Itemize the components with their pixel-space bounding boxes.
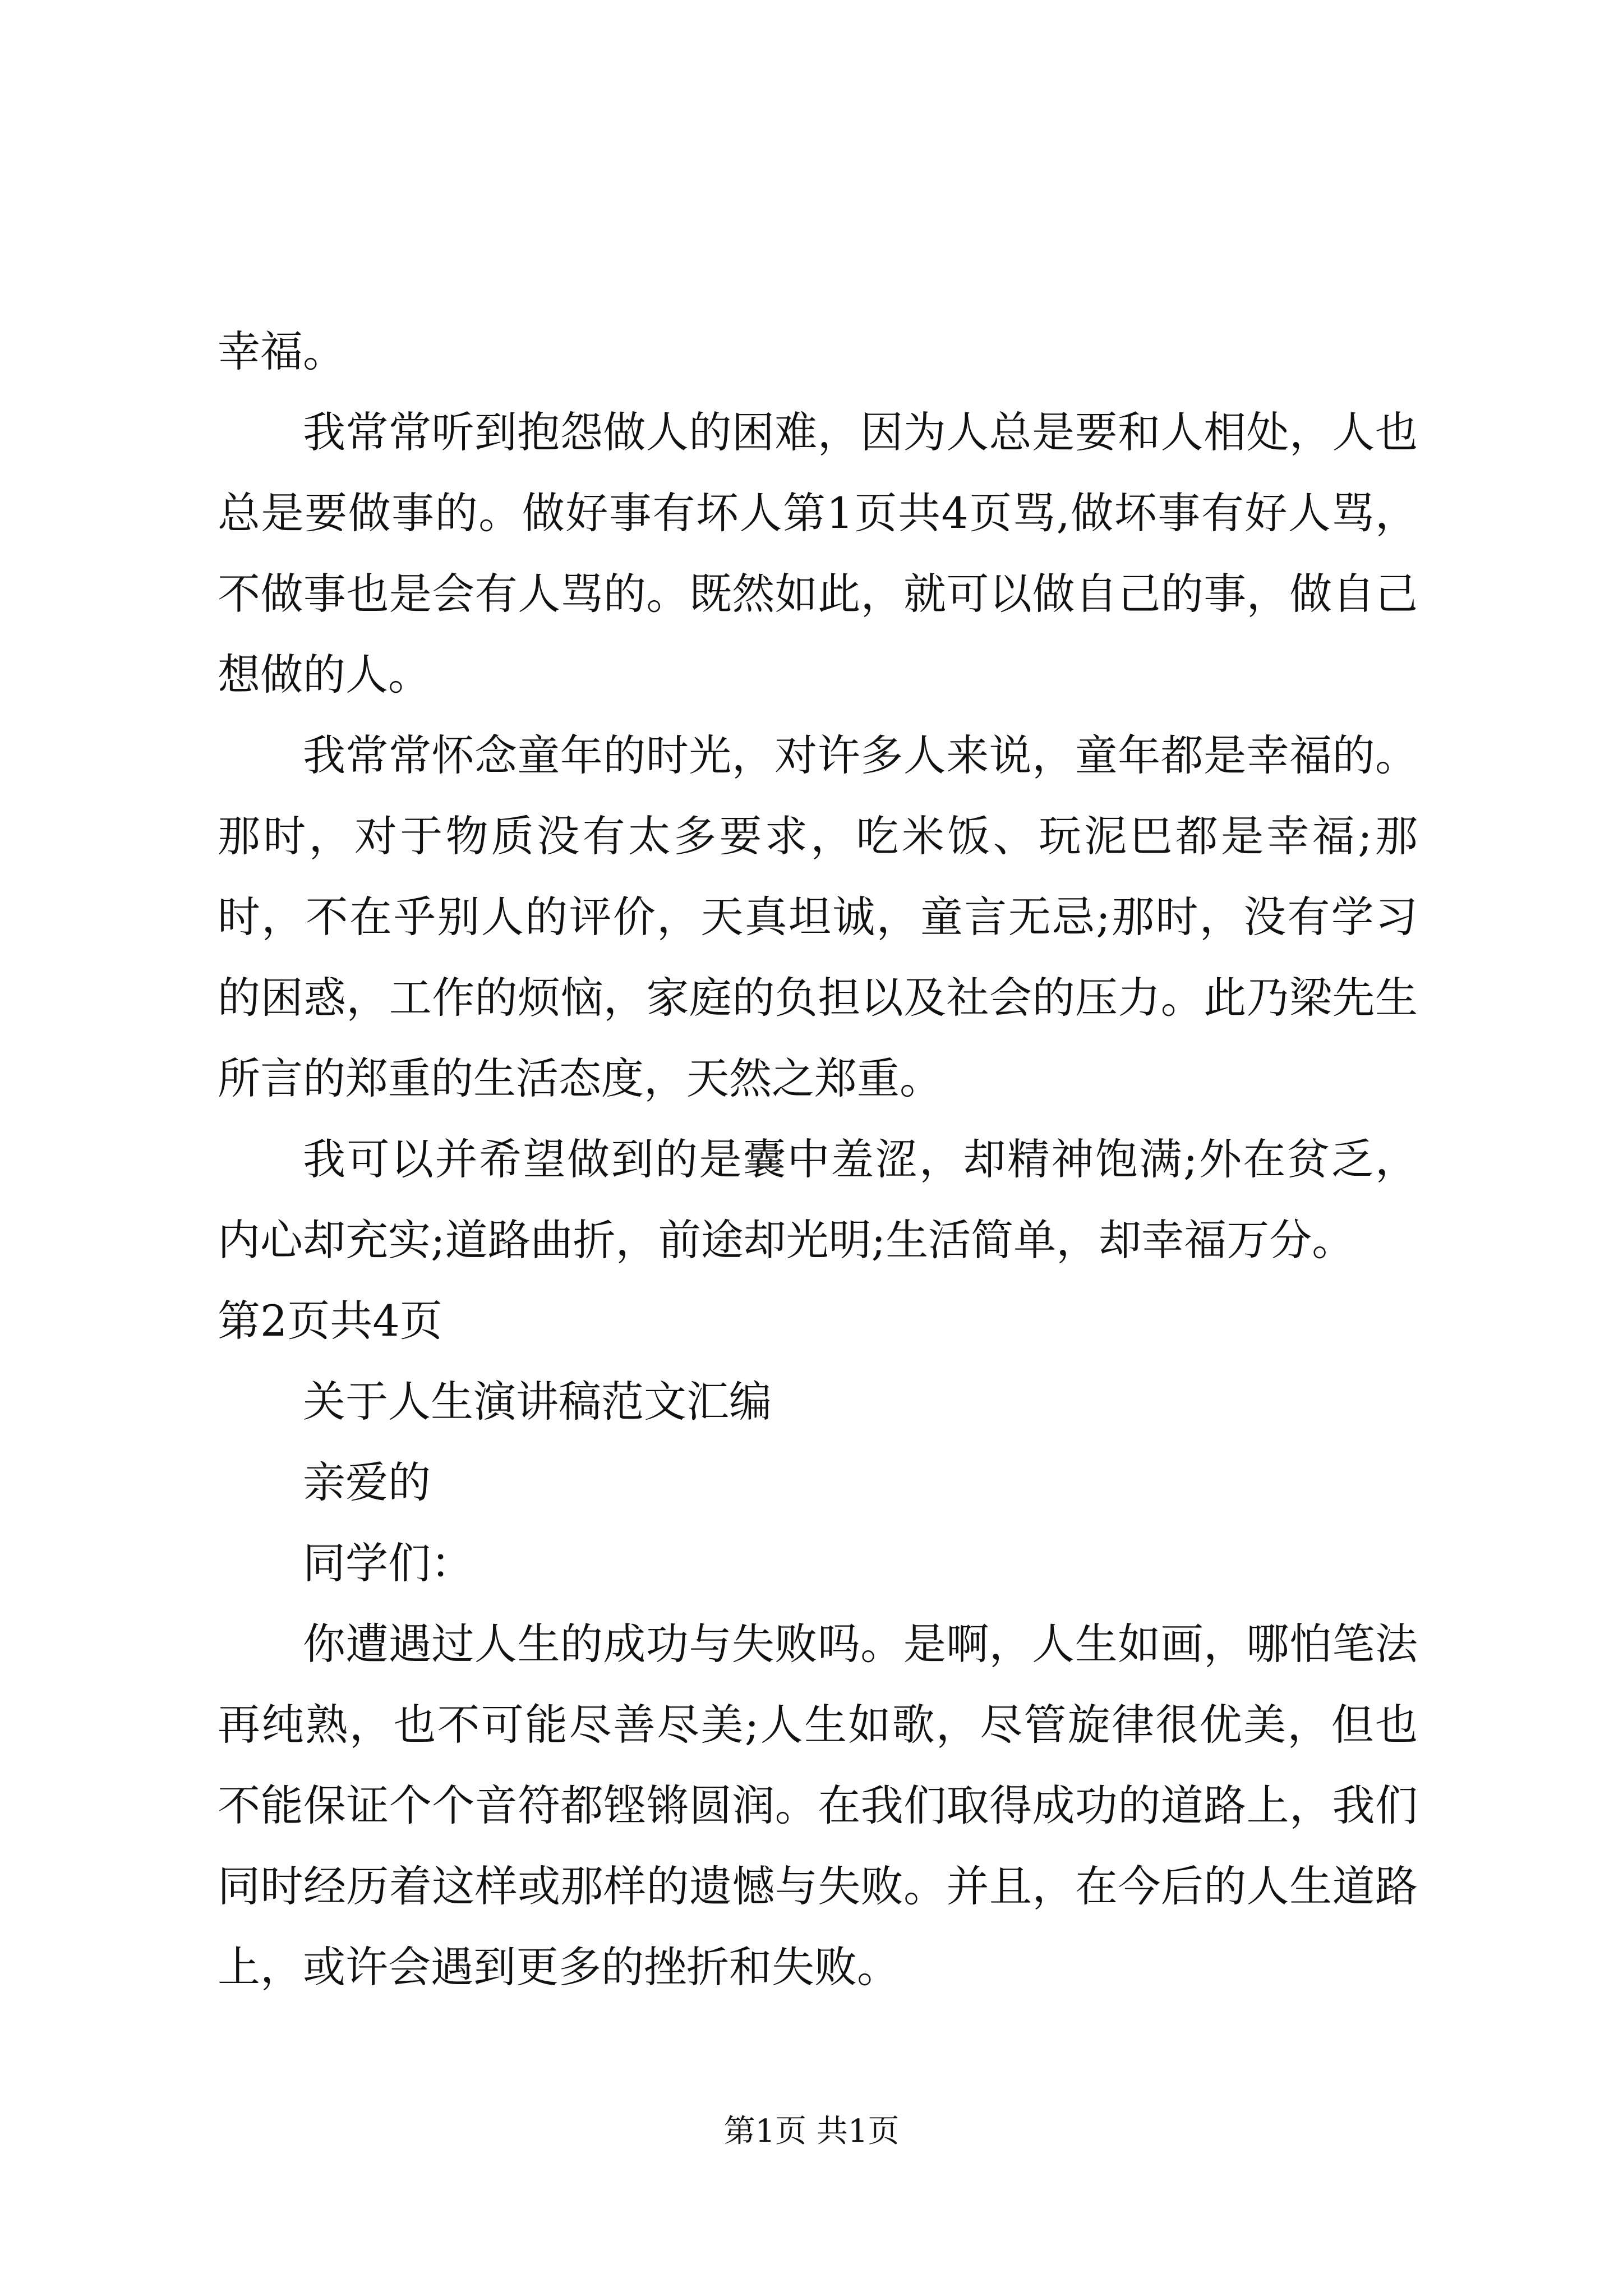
page-marker: 第2页共4页 <box>218 1296 442 1346</box>
document-body <box>218 311 1418 2008</box>
paragraph: 幸福。 <box>218 326 345 376</box>
paragraph: 我可以并希望做到的是囊中羞涩，却精神饱满;外在贫乏，内心却充实;道路曲折，前途却光明;生活简单，却幸福万分。 <box>218 1134 1418 1265</box>
salutation-line: 亲爱的 <box>303 1457 431 1507</box>
salutation-line: 同学们： <box>303 1538 473 1588</box>
paragraph: 我常常怀念童年的时光，对许多人来说，童年都是幸福的。那时，对于物质没有太多要求，吃米饭、玩泥巴都是幸福;那时，不在乎别人的评价，天真坦诚，童言无忌;那时，没有学习的困惑，工作的烦恼，家庭的负担以及社会的压力。此乃梁先生所言的郑重的生活态度，天然之郑重。 <box>218 730 1418 1103</box>
section-title: 关于人生演讲稿范文汇编 <box>303 1377 772 1427</box>
paragraph: 我常常听到抱怨做人的困难，因为人总是要和人相处，人也总是要做事的。做好事有坏人第1页共4页骂,做坏事有好人骂，不做事也是会有人骂的。既然如此，就可以做自己的事，做自己想做的人。 <box>218 407 1418 700</box>
page-footer: 第1页 共1页 <box>723 2113 900 2150</box>
paragraph: 你遭遇过人生的成功与失败吗。是啊，人生如画，哪怕笔法再纯熟，也不可能尽善尽美;人生如歌，尽管旋律很优美，但也不能保证个个音符都铿锵圆润。在我们取得成功的道路上，我们同时经历着这样或那样的遗憾与失败。并且，在今后的人生道路上，或许会遇到更多的挫折和失败。 <box>218 1619 1418 1992</box>
